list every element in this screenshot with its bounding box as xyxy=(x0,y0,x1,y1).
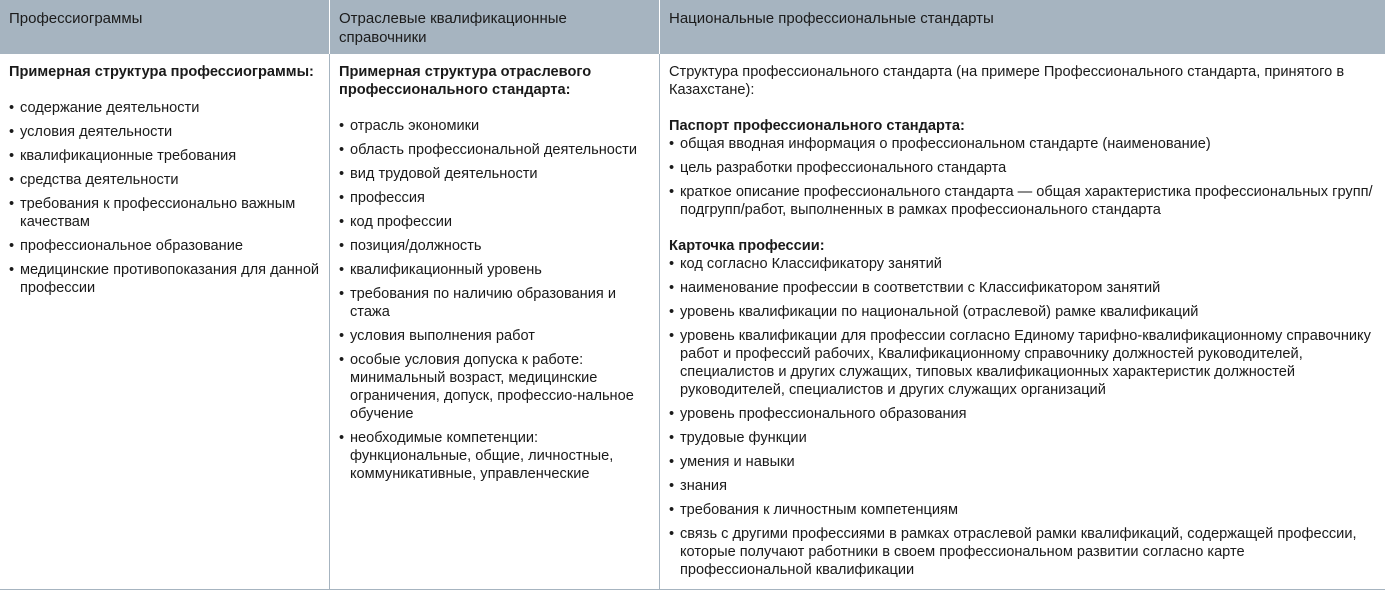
list-item xyxy=(339,117,653,135)
list-item xyxy=(669,525,1379,579)
list-item-text: средства деятельности xyxy=(20,172,179,188)
list-item-text: условия выполнения работ xyxy=(350,328,535,344)
national-standards-cell xyxy=(660,54,1385,590)
list-item-text: уровень квалификации по национальной (отраслевой) рамке квалификаций xyxy=(680,304,1198,320)
bullet-marker: • xyxy=(669,501,674,519)
list-item xyxy=(339,165,653,183)
bullet-marker: • xyxy=(669,327,674,345)
bullet-marker: • xyxy=(339,213,344,231)
list-item xyxy=(9,237,323,255)
bullet-marker: • xyxy=(339,117,344,135)
bullet-marker: • xyxy=(669,477,674,495)
profession-card-heading: Карточка профессии: xyxy=(669,237,1379,255)
list-item-text: содержание деятельности xyxy=(20,100,199,116)
bullet-marker: • xyxy=(9,171,14,189)
industry-reference-cell xyxy=(330,54,660,590)
list-item xyxy=(669,501,1379,519)
list-item xyxy=(669,279,1379,297)
bullet-marker: • xyxy=(339,285,344,303)
bullet-marker: • xyxy=(339,237,344,255)
bullet-marker: • xyxy=(339,165,344,183)
list-item-text: код профессии xyxy=(350,214,452,230)
list-item xyxy=(339,285,653,321)
bullet-marker: • xyxy=(339,351,344,369)
bullet-marker: • xyxy=(669,279,674,297)
content-row xyxy=(0,54,1385,590)
list-item xyxy=(669,429,1379,447)
list-item-text: цель разработки профессионального стандарта xyxy=(680,160,1006,176)
list-item xyxy=(9,195,323,231)
list-item xyxy=(339,429,653,483)
passport-list xyxy=(669,135,1379,219)
list-item-text: отрасль экономики xyxy=(350,118,479,134)
list-item xyxy=(339,261,653,279)
list-item-text: область профессиональной деятельности xyxy=(350,142,637,158)
professiogram-structure-heading: Примерная структура профессиограммы: xyxy=(9,63,323,81)
list-item xyxy=(669,477,1379,495)
industry-standard-structure-heading: Примерная структура отраслевого профессионального стандарта: xyxy=(339,63,653,99)
list-item-text: требования по наличию образования и стажа xyxy=(350,286,616,320)
bullet-marker: • xyxy=(9,123,14,141)
list-item xyxy=(339,213,653,231)
list-item xyxy=(669,159,1379,177)
bullet-marker: • xyxy=(9,237,14,255)
list-item xyxy=(669,255,1379,273)
list-item-text: уровень профессионального образования xyxy=(680,406,967,422)
list-item-text: знания xyxy=(680,478,727,494)
list-item-text: трудовые функции xyxy=(680,430,807,446)
bullet-marker: • xyxy=(9,261,14,279)
list-item xyxy=(339,189,653,207)
list-item xyxy=(339,237,653,255)
list-item-text: квалификационный уровень xyxy=(350,262,542,278)
list-item xyxy=(669,183,1379,219)
bullet-marker: • xyxy=(339,261,344,279)
list-item-text: код согласно Классификатору занятий xyxy=(680,256,942,272)
bullet-marker: • xyxy=(669,183,674,201)
list-item-text: профессиональное образование xyxy=(20,238,243,254)
bullet-marker: • xyxy=(669,135,674,153)
header-row xyxy=(0,0,1385,54)
list-item xyxy=(9,99,323,117)
bullet-marker: • xyxy=(669,303,674,321)
list-item-text: квалификационные требования xyxy=(20,148,236,164)
list-item-text: позиция/должность xyxy=(350,238,482,254)
list-item-text: необходимые компетенции: функциональные, общие, личностные, коммуникативные, управленческие xyxy=(350,430,613,482)
list-item xyxy=(669,453,1379,471)
professiogram-list xyxy=(9,99,323,297)
list-item-text: требования к личностным компетенциям xyxy=(680,502,958,518)
bullet-marker: • xyxy=(669,525,674,543)
passport-heading: Паспорт профессионального стандарта: xyxy=(669,117,1379,135)
bullet-marker: • xyxy=(669,255,674,273)
bullet-marker: • xyxy=(9,99,14,117)
standard-structure-intro: Структура профессионального стандарта (на примере Профессионального стандарта, принятого в Казахстане): xyxy=(669,63,1379,99)
list-item-text: наименование профессии в соответствии с Классификатором занятий xyxy=(680,280,1160,296)
list-item xyxy=(669,327,1379,399)
list-item xyxy=(669,405,1379,423)
bullet-marker: • xyxy=(669,159,674,177)
header-industry-reference-books: Отраслевые квалификационные справочники xyxy=(330,0,660,54)
list-item xyxy=(669,303,1379,321)
list-item xyxy=(669,135,1379,153)
list-item-text: условия деятельности xyxy=(20,124,172,140)
bullet-marker: • xyxy=(669,453,674,471)
list-item-text: связь с другими профессиями в рамках отраслевой рамки квалификаций, содержащей профессии, которые получают работники в своем профессиональном развитии согласно карте профессиональной квалификации xyxy=(680,526,1357,578)
bullet-marker: • xyxy=(9,147,14,165)
list-item xyxy=(9,171,323,189)
list-item-text: профессия xyxy=(350,190,425,206)
industry-standard-list xyxy=(339,117,653,483)
list-item-text: уровень квалификации для профессии согласно Единому тарифно-квалификационному справочнику работ и профессий рабочих, Квалификационному справочнику должностей руководителей, специалистов и других служащих, типовых квалификационных характеристик должностей руководителей, специалистов и других служащих организаций xyxy=(680,328,1371,398)
list-item-text: краткое описание профессионального стандарта — общая характеристика профессиональных групп/подгрупп/работ, выполненных в рамках профессионального стандарта xyxy=(680,184,1373,218)
bullet-marker: • xyxy=(669,429,674,447)
list-item xyxy=(339,351,653,423)
list-item-text: вид трудовой деятельности xyxy=(350,166,538,182)
list-item xyxy=(9,261,323,297)
bullet-marker: • xyxy=(669,405,674,423)
list-item xyxy=(339,141,653,159)
list-item xyxy=(9,123,323,141)
header-professiograms: Профессиограммы xyxy=(0,0,330,54)
list-item-text: особые условия допуска к работе: минимальный возраст, медицинские ограничения, допуск, профессио-нальное обучение xyxy=(350,352,634,422)
bullet-marker: • xyxy=(339,189,344,207)
list-item xyxy=(339,327,653,345)
bullet-marker: • xyxy=(9,195,14,213)
professiograms-cell xyxy=(0,54,330,590)
list-item-text: требования к профессионально важным качествам xyxy=(20,196,295,230)
header-national-standards: Национальные профессиональные стандарты xyxy=(660,0,1385,54)
list-item-text: общая вводная информация о профессиональном стандарте (наименование) xyxy=(680,136,1211,152)
bullet-marker: • xyxy=(339,429,344,447)
list-item-text: умения и навыки xyxy=(680,454,795,470)
profession-card-list xyxy=(669,255,1379,579)
list-item xyxy=(9,147,323,165)
bullet-marker: • xyxy=(339,141,344,159)
bullet-marker: • xyxy=(339,327,344,345)
list-item-text: медицинские противопоказания для данной профессии xyxy=(20,262,319,296)
